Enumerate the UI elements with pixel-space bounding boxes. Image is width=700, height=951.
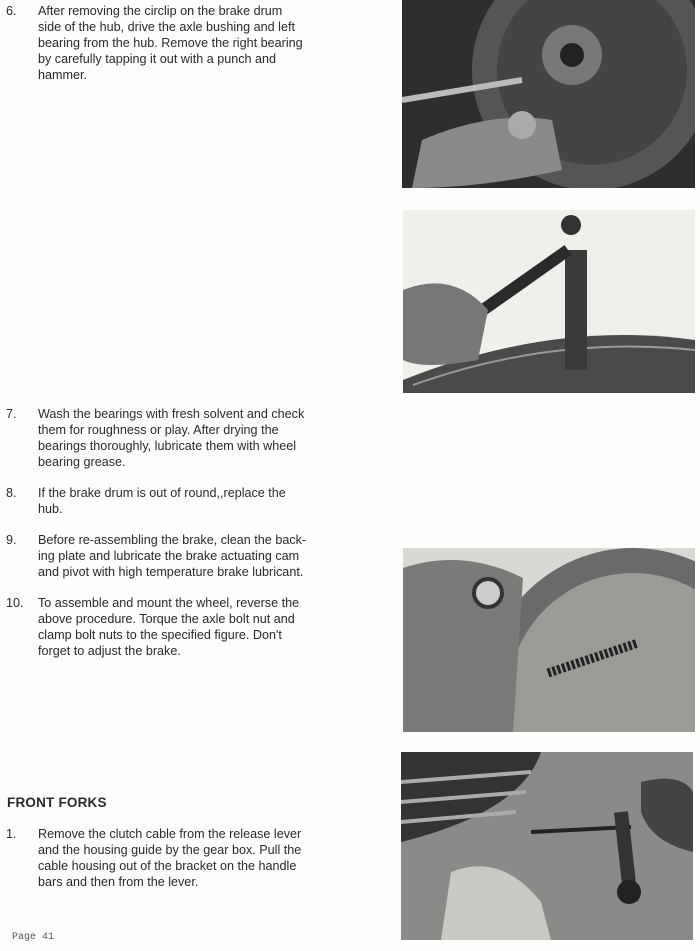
text-line: and pivot with high temperature brake lubricant. xyxy=(38,565,304,579)
step-text xyxy=(38,826,301,890)
text-line: bearing grease. xyxy=(38,455,126,469)
text-line: them for roughness or play. After drying the xyxy=(38,423,279,437)
text-line: forget to adjust the brake. xyxy=(38,644,181,658)
text-line: hammer. xyxy=(38,68,87,82)
step-number: 9. xyxy=(6,533,17,547)
text-line: side of the hub, drive the axle bushing and left xyxy=(38,20,295,34)
section-heading: FRONT FORKS xyxy=(7,795,107,810)
step-number: 8. xyxy=(6,486,17,500)
photo-hub-bearing-removal xyxy=(402,0,695,188)
text-line: If the brake drum is out of round,,replace the xyxy=(38,486,286,500)
text-line: clamp bolt nuts to the specified figure. Don't xyxy=(38,628,282,642)
text-line: above procedure. Torque the axle bolt nut and xyxy=(38,612,295,626)
step-text xyxy=(38,3,303,83)
photo-clutch-cable xyxy=(401,752,693,940)
text-line: Remove the clutch cable from the release lever xyxy=(38,827,302,841)
photo-punch-and-hammer xyxy=(403,210,695,393)
step-text xyxy=(38,595,299,659)
step-number: 10. xyxy=(6,596,24,610)
page-number: Page 41 xyxy=(12,932,55,943)
text-line: To assemble and mount the wheel, reverse the xyxy=(38,596,300,610)
text-line: Wash the bearings with fresh solvent and check xyxy=(38,407,305,421)
text-line: and the housing guide by the gear box. Pull the xyxy=(38,843,302,857)
text-line: hub. xyxy=(38,502,63,516)
text-line: bars and then from the lever. xyxy=(38,875,199,889)
step-text xyxy=(38,406,304,470)
text-line: After removing the circlip on the brake drum xyxy=(38,4,283,18)
step-text xyxy=(38,532,306,580)
text-line: by carefully tapping it out with a punch and xyxy=(38,52,277,66)
text-line: Before re-assembling the brake, clean the back- xyxy=(38,533,307,547)
step-number: 7. xyxy=(6,407,17,421)
step-text xyxy=(38,485,286,517)
step-number: 1. xyxy=(6,827,17,841)
text-line: bearing from the hub. Remove the right bearing xyxy=(38,36,303,50)
step-number: 6. xyxy=(6,4,17,18)
photo-brake-shoes xyxy=(403,548,695,732)
text-line: bearings thoroughly, lubricate them with wheel xyxy=(38,439,297,453)
text-line: cable housing out of the bracket on the handle xyxy=(38,859,297,873)
text-line: ing plate and lubricate the brake actuating cam xyxy=(38,549,300,563)
